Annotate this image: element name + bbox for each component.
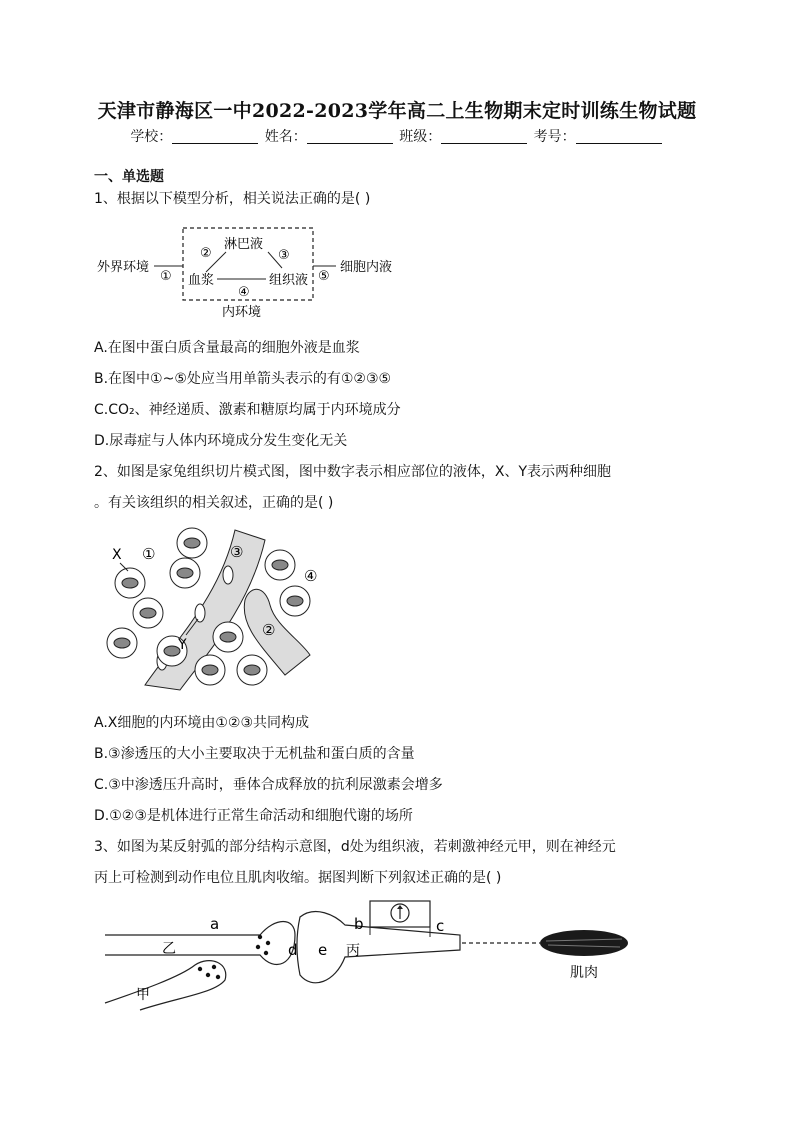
label-yi: 乙 bbox=[162, 941, 176, 957]
num-4: ④ bbox=[238, 285, 250, 300]
label-tissue: 组织液 bbox=[269, 273, 309, 288]
num-1: ① bbox=[160, 269, 172, 284]
label-muscle: 肌肉 bbox=[570, 965, 598, 981]
q2-option-d[interactable]: D.①②③是机体进行正常生命活动和细胞代谢的场所 bbox=[94, 808, 413, 824]
label-plasma: 血浆 bbox=[188, 273, 215, 288]
q1-option-a[interactable]: A.在图中蛋白质含量最高的细胞外液是血浆 bbox=[94, 340, 360, 356]
num-2: ② bbox=[200, 246, 212, 261]
label-y: Y bbox=[178, 637, 187, 653]
id-label: 考号： bbox=[533, 129, 576, 145]
neuron-jia bbox=[105, 961, 226, 1010]
section-heading: 一、单选题 bbox=[94, 169, 164, 185]
label-a: a bbox=[210, 915, 220, 933]
label-jia: 甲 bbox=[136, 987, 150, 1003]
label-cell-fluid: 细胞内液 bbox=[340, 260, 393, 275]
rbc bbox=[195, 604, 205, 622]
question-2-stem-line2: 。有关该组织的相关叙述，正确的是( ) bbox=[94, 495, 334, 511]
label-x: X bbox=[112, 547, 122, 563]
name-label: 姓名： bbox=[264, 129, 307, 145]
q1-option-d[interactable]: D.尿毒症与人体内环境成分发生变化无关 bbox=[94, 433, 348, 449]
name-blank[interactable] bbox=[307, 129, 393, 144]
class-blank[interactable] bbox=[441, 129, 527, 144]
label-d: d bbox=[288, 941, 298, 959]
id-blank[interactable] bbox=[576, 129, 662, 144]
label-c: c bbox=[436, 917, 445, 935]
label-lymph: 淋巴液 bbox=[224, 237, 264, 252]
q1-option-b[interactable]: B.在图中①~⑤处应当用单箭头表示的有①②③⑤ bbox=[94, 371, 392, 387]
label-e: e bbox=[318, 941, 328, 959]
question-3-stem-line1: 3、如图为某反射弧的部分结构示意图，d处为组织液，若刺激神经元甲，则在神经元 bbox=[94, 839, 616, 855]
question-3-stem-line2: 丙上可检测到动作电位且肌肉收缩。据图判断下列叙述正确的是( ) bbox=[94, 870, 502, 886]
q2-option-c[interactable]: C.③中渗透压升高时，垂体合成释放的抗利尿激素会增多 bbox=[94, 777, 443, 793]
q2-option-a[interactable]: A.X细胞的内环境由①②③共同构成 bbox=[94, 715, 310, 731]
label-n3: ③ bbox=[230, 543, 244, 561]
label-bing: 丙 bbox=[346, 943, 360, 959]
question-2-figure bbox=[100, 525, 340, 695]
label-n4: ④ bbox=[304, 567, 318, 585]
q2-option-b[interactable]: B.③渗透压的大小主要取决于无机盐和蛋白质的含量 bbox=[94, 746, 415, 762]
label-inner-env: 内环境 bbox=[222, 305, 262, 320]
student-info-line bbox=[0, 126, 794, 146]
school-blank[interactable] bbox=[172, 129, 258, 144]
rbc bbox=[223, 566, 233, 584]
label-n2: ② bbox=[262, 621, 276, 639]
school-label: 学校： bbox=[130, 129, 173, 145]
q1-option-c[interactable]: C.CO₂、神经递质、激素和糖原均属于内环境成分 bbox=[94, 402, 401, 418]
question-1-stem: 1、根据以下模型分析，相关说法正确的是( ) bbox=[94, 191, 371, 207]
label-b: b bbox=[354, 915, 364, 933]
num-5: ⑤ bbox=[318, 269, 330, 284]
label-n1: ① bbox=[142, 545, 156, 563]
question-3-figure bbox=[100, 895, 640, 1015]
muscle-icon bbox=[540, 930, 628, 956]
class-label: 班级： bbox=[399, 129, 442, 145]
label-outside: 外界环境 bbox=[97, 260, 150, 275]
question-1-figure bbox=[96, 222, 416, 322]
num-3: ③ bbox=[278, 248, 290, 263]
page-title: 天津市静海区一中2022-2023学年高二上生物期末定时训练生物试题 bbox=[97, 100, 697, 122]
question-2-stem-line1: 2、如图是家兔组织切片模式图，图中数字表示相应部位的液体，X、Y表示两种细胞 bbox=[94, 464, 612, 480]
